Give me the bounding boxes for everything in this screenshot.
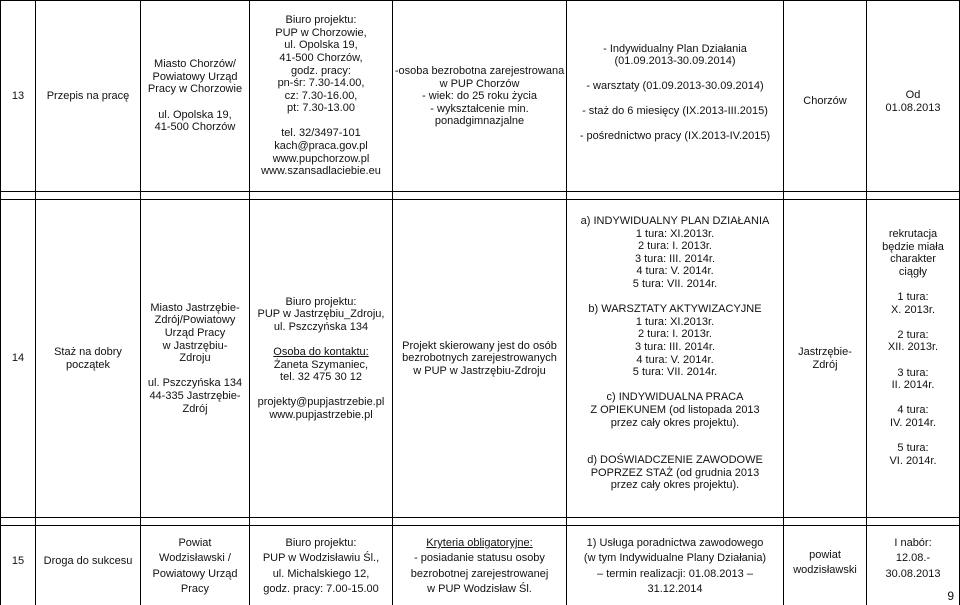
row-14-project-name: Staż na dobry początek	[54, 345, 122, 371]
row-13-website-link[interactable]: www.pupchorzow.pl	[272, 152, 370, 165]
row-14-project-office: Biuro projektu: PUP w Jastrzębiu_Zdroju, ul. Pszczyńska 134 Osoba do kontaktu: Żaneta Szymaniec, tel. 32 475 30 12 projekty@pupjastrzebie.pl www.pupjastrzebie.pl	[257, 295, 385, 421]
row-13-recruitment: Od 01.08.2013	[885, 89, 941, 114]
row-13-email-link[interactable]: kach@praca.gov.pl	[274, 140, 368, 153]
row-13-project-office: Biuro projektu: PUP w Chorzowie, ul. Opolska 19, 41-500 Chorzów, godz. pracy: pn-śr: 7.30-14.00, cz: 7.30-16.00, pt: 7.30-13.00 tel. 32/3497-101 kach@praca.gov.pl www.pupchorzow.pl www.szansadlaciebie.eu	[261, 14, 381, 178]
row-14-recruitment: rekrutacja będzie miała charakter ciągły 1 tura: X. 2013r. 2 tura: XII. 2013r. 3 tura: II. 2014r. 4 tura: IV. 2014r. 5 tura: VI. 2014r.	[882, 228, 944, 467]
row-15-project-office: Biuro projektu: PUP w Wodzisławiu Śl., ul. Michalskiego 12, godz. pracy: 7.00-15.00	[262, 537, 380, 596]
row-13-area: Chorzów	[803, 95, 847, 107]
row-13-criteria: -osoba bezrobotna zarejestrowana w PUP Chorzów - wiek: do 25 roku życia - wykształcenie min. ponadgimnazjalne	[394, 65, 565, 128]
row-15-number: 15	[11, 555, 25, 567]
row-14-area: Jastrzębie-Zdrój	[798, 345, 852, 371]
row-13-organizer: Miasto Chorzów/ Powiatowy Urząd Pracy w Chorzowie ul. Opolska 19, 41-500 Chorzów	[147, 58, 243, 134]
row-14-support: a) INDYWIDUALNY PLAN DZIAŁANIA 1 tura: XI.2013r. 2 tura: I. 2013r. 3 tura: III. 2014r. 4 tura: V. 2014r. 5 tura: VII. 2014r. b) WARSZTATY AKTYWIZACYJNE 1 tura: XI.2013r. 2 tura: I. 2013r. 3 tura: III. 2014r. 4 tura: V. 2014r. 5 tura: VII. 2014r. c) INDYWIDUALNA PRACA Z OPIEKUNEM (od listopada 2013 przez cały okres projektu). d) DOŚWIADCZENIE ZAWODOWE POPRZEZ STAŻ (od grudnia 2013 przez cały okres projektu).	[580, 215, 770, 492]
row-13-support: - Indywidualny Plan Działania (01.09.2013-30.09.2014) - warsztaty (01.09.2013-30.09.2014) - staż do 6 miesięcy (IX.2013-III.2015) - pośrednictwo pracy (IX.2013-IV.2015)	[579, 43, 771, 142]
row-15-organizer: Powiat Wodzisławski / Powiatowy Urząd Pracy	[152, 537, 238, 596]
row-14-number: 14	[11, 352, 25, 365]
row-13-project-name: Przepis na pracę	[46, 89, 130, 102]
row-14-email-link[interactable]: projekty@pupjastrzebie.pl	[257, 396, 385, 409]
row-15-recruitment: I nabór: 12.08.- 30.08.2013	[885, 537, 941, 580]
row-14-website-link[interactable]: www.pupjastrzebie.pl	[269, 408, 373, 421]
row-13-website-link-2[interactable]: www.szansadlaciebie.eu	[261, 165, 381, 178]
row-15-area: powiat wodzisławski	[793, 549, 857, 577]
row-14-contact-label: Osoba do kontaktu:	[273, 345, 369, 358]
page-number: 9	[947, 589, 954, 603]
row-15-criteria: Kryteria obligatoryjne: - posiadanie statusu osoby bezrobotnej zarejestrowanej w PUP Wodzisław Śl.	[410, 537, 549, 596]
row-13-number: 13	[11, 89, 25, 102]
row-15-project-name: Droga do sukcesu	[43, 555, 133, 567]
row-14-organizer: Miasto Jastrzębie- Zdrój/Powiatowy Urząd Pracy w Jastrzębiu- Zdroju ul. Pszczyńska 134 44-335 Jastrzębie- Zdrój	[147, 301, 243, 415]
row-14-criteria: Projekt skierowany jest do osób bezrobotnych zarejestrowanych w PUP w Jastrzębiu-Zdroju	[402, 339, 557, 377]
row-15-support: 1) Usługa poradnictwa zawodowego (w tym Indywidualne Plany Działania) – termin realizacji: 01.08.2013 – 31.12.2014	[583, 537, 767, 596]
row-15-criteria-label: Kryteria obligatoryjne:	[426, 537, 533, 549]
